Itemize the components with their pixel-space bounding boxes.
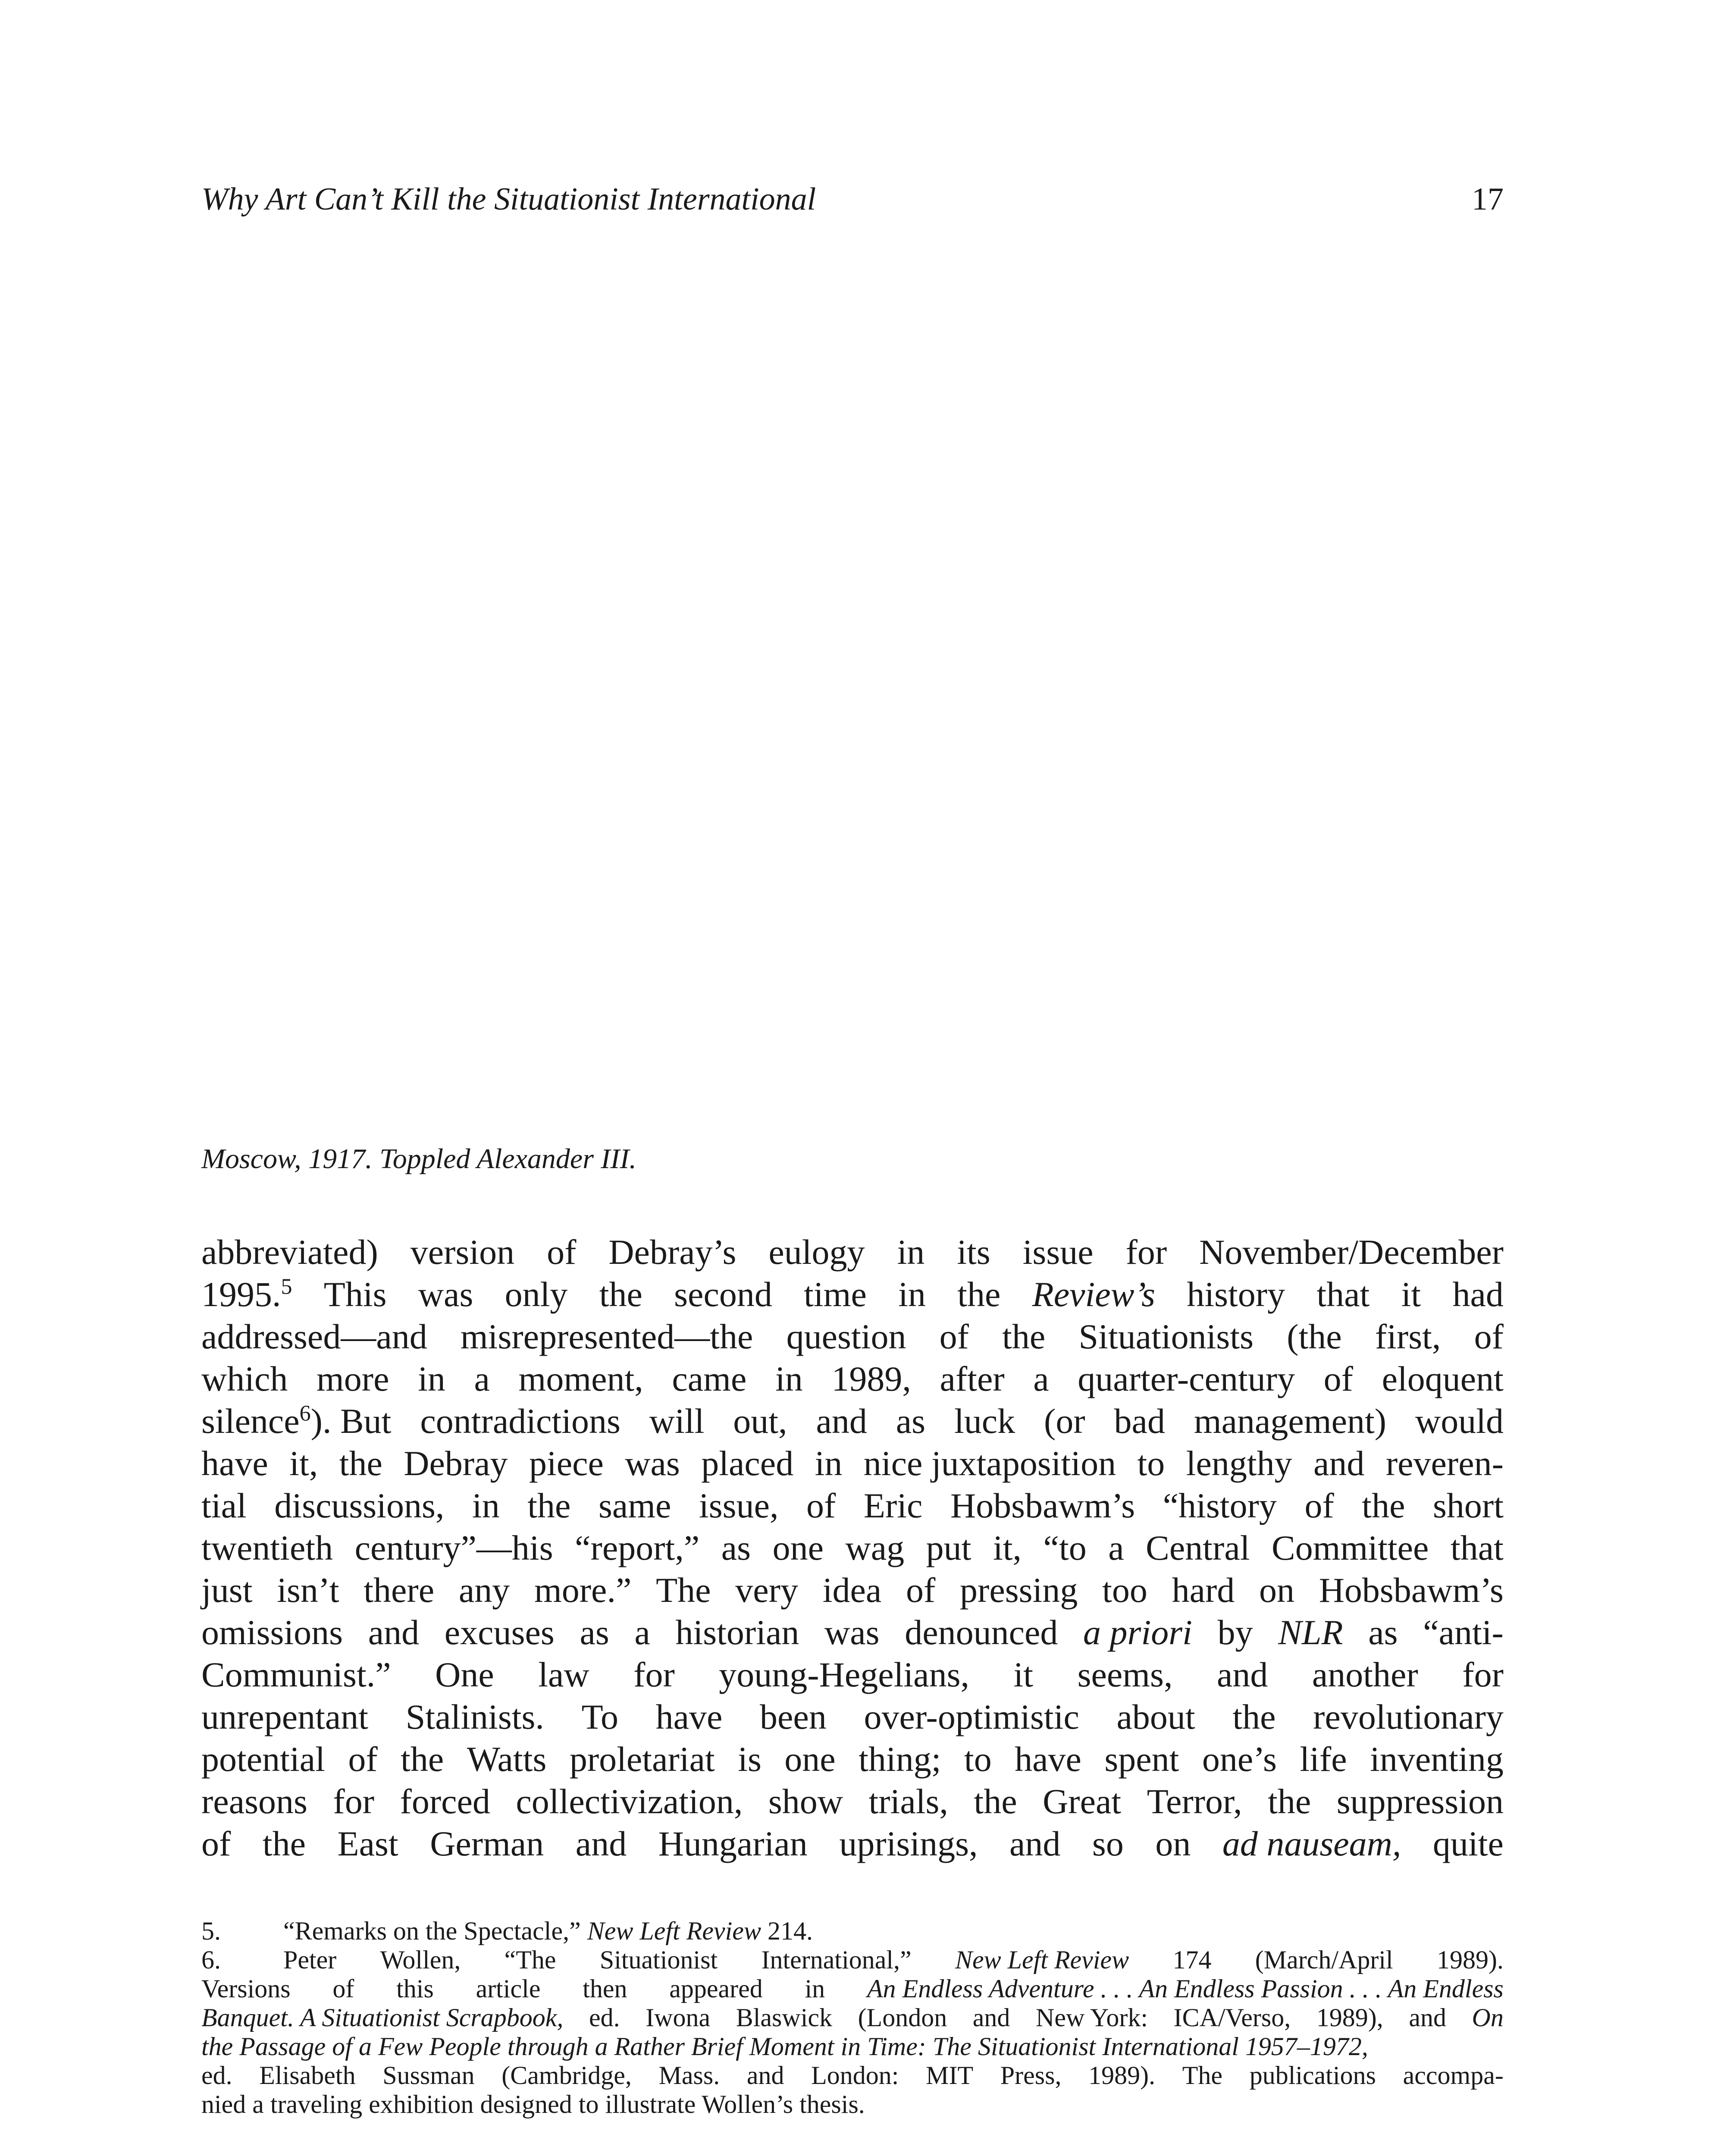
footnote-line: Banquet. A Situationist Scrapbook, ed. Iwona Blaswick (London and New York: ICA/Verso, 1989), and On [201, 2003, 1504, 2032]
body-line: addressed—and misrepresented—the question of the Situationists (the first, of [201, 1317, 1504, 1356]
footnote-number: 5. [201, 1917, 221, 1945]
footnote-number: 6. [201, 1946, 221, 1974]
figure-image [201, 241, 1504, 1121]
footnote-line: ed. Elisabeth Sussman (Cambridge, Mass. and London: MIT Press, 1989). The publications accompa- [201, 2061, 1504, 2090]
footnote-marker[interactable]: 6 [299, 1401, 311, 1426]
footnotes [201, 1917, 1504, 2119]
body-line: twentieth century”—his “report,” as one wag put it, “to a Central Committee that [201, 1528, 1504, 1567]
body-line: which more in a moment, came in 1989, after a quarter-century of eloquent [201, 1359, 1504, 1398]
footnote-6: 6. Peter Wollen, “The Situationist International,” New Left Review 174 (March/April 1989). [201, 1946, 1504, 1974]
running-title: Why Art Can’t Kill the Situationist International [201, 182, 816, 217]
figure-caption: Moscow, 1917. Toppled Alexander III. [201, 1143, 636, 1175]
body-line: abbreviated) version of Debray’s eulogy in its issue for November/December [201, 1232, 1504, 1272]
body-text [201, 1231, 1504, 1865]
running-head [201, 181, 1504, 220]
body-line: tial discussions, in the same issue, of Eric Hobsbawm’s “history of the short [201, 1486, 1504, 1525]
body-line: just isn’t there any more.” The very idea of pressing too hard on Hobsbawm’s [201, 1570, 1504, 1610]
body-line: 1995.$^5$ This was only the second time in the Review’s history that it had [201, 1274, 1504, 1314]
body-line: have it, the Debray piece was placed in nice juxtaposition to lengthy and reveren- [201, 1444, 1504, 1483]
footnote-line: the Passage of a Few People through a Rather Brief Moment in Time: The Situationist International 1957–1972, [201, 2032, 1368, 2061]
footnote-5: 5. “Remarks on the Spectacle,” New Left Review 214. [201, 1917, 813, 1945]
footnote-marker[interactable]: 5 [281, 1274, 292, 1299]
page-number: 17 [1472, 182, 1504, 217]
body-line: omissions and excuses as a historian was denounced a priori by NLR as “anti- [201, 1613, 1504, 1652]
body-line: potential of the Watts proletariat is one thing; to have spent one’s life inventing [201, 1739, 1504, 1779]
body-line: of the East German and Hungarian uprisings, and so on ad nauseam, quite [201, 1824, 1504, 1863]
footnote-line: nied a traveling exhibition designed to illustrate Wollen’s thesis. [201, 2090, 865, 2118]
body-line: Communist.” One law for young-Hegelians, it seems, and another for [201, 1655, 1504, 1694]
body-line: reasons for forced collectivization, show trials, the Great Terror, the suppression [201, 1782, 1504, 1821]
body-line: unrepentant Stalinists. To have been over-optimistic about the revolutionary [201, 1697, 1504, 1736]
footnote-line: Versions of this article then appeared in An Endless Adventure . . . An Endless Passion . . . An Endless [201, 1974, 1504, 2003]
body-line: silence$^6$). But contradictions will out, and as luck (or bad management) would [201, 1401, 1504, 1441]
